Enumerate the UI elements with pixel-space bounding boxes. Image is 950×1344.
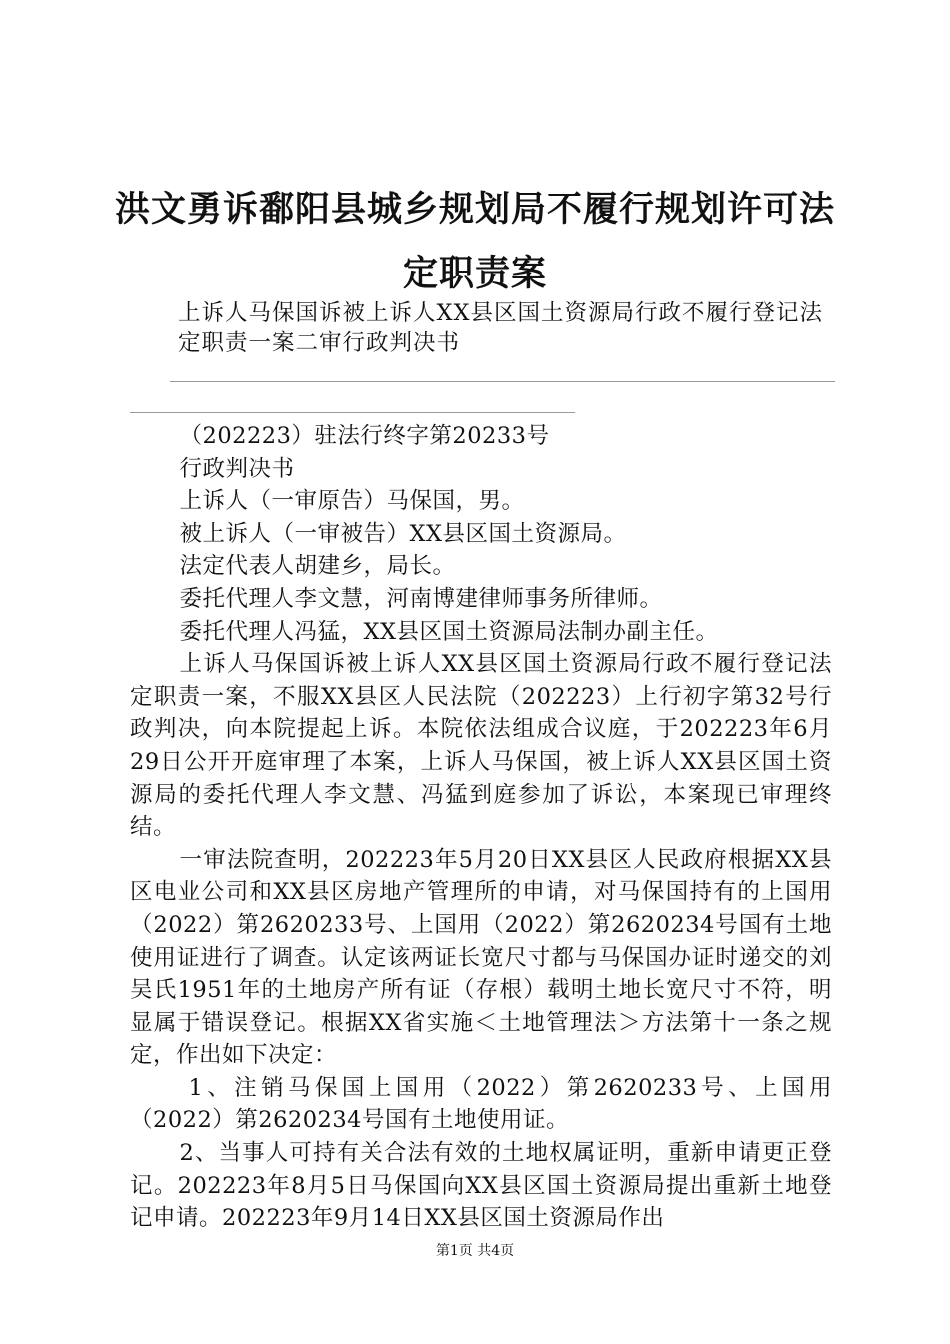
case-number: （202223）驻法行终字第20233号: [179, 423, 550, 449]
agent-2: 委托代理人冯猛，XX县区国土资源局法制办副主任。: [179, 618, 719, 645]
body-paragraph: 上诉人马保国诉被上诉人XX县区国土资源局行政不履行登记法定职责一案，不服XX县区人民法院（202223）上行初字第32号行政判决，向本院提起上诉。本院依法组成合议庭，于202223年6月29日公开开庭审理了本案，上诉人马保国，被上诉人XX县区国土资源局的委托代理人李文慧、冯猛到庭参加了诉讼，本案现已审理终结。: [130, 651, 832, 841]
party-appellee: 被上诉人（一审被告）XX县区国土资源局。: [179, 520, 627, 547]
legal-representative: 法定代表人胡建乡，局长。: [179, 553, 456, 580]
party-appellant: 上诉人（一审原告）马保国，男。: [179, 488, 525, 515]
decision-item-2: 2、当事人可持有关合法有效的土地权属证明，重新申请更正登记。202223年8月5日马保国向XX县区国土资源局提出重新土地登记申请。202223年9月14日XX县区国土资源局作出: [130, 1140, 832, 1232]
document-body: [130, 420, 832, 1235]
document-title: 洪文勇诉鄱阳县城乡规划局不履行规划许可法定职责案: [114, 190, 835, 294]
separator-line: [170, 381, 835, 382]
page-footer: 第1页 共4页: [435, 1243, 515, 1259]
judgment-heading: 行政判决书: [179, 455, 295, 482]
agent-1: 委托代理人李文慧，河南博建律师事务所律师。: [179, 585, 663, 612]
document-subtitle: 上诉人马保国诉被上诉人XX县区国土资源局行政不履行登记法定职责一案二审行政判决书: [178, 300, 824, 356]
body-paragraph: 一审法院查明，202223年5月20日XX县区人民政府根据XX县区电业公司和XX县区房地产管理所的申请，对马保国持有的上国用（2022）第2620233号、上国用（2022）第2620234号国有土地使用证进行了调查。认定该两证长宽尺寸都与马保国办证时递交的刘吴氏1951年的土地房产所有证（存根）载明土地长宽尺寸不符，明显属于错误登记。根据XX省实施＜土地管理法＞方法第十一条之规定，作出如下决定：: [130, 846, 832, 1069]
decision-item-1: 1、注销马保国上国用（2022）第2620233号、上国用（2022）第2620234号国有土地使用证。: [130, 1074, 832, 1134]
separator-line: [130, 412, 575, 413]
